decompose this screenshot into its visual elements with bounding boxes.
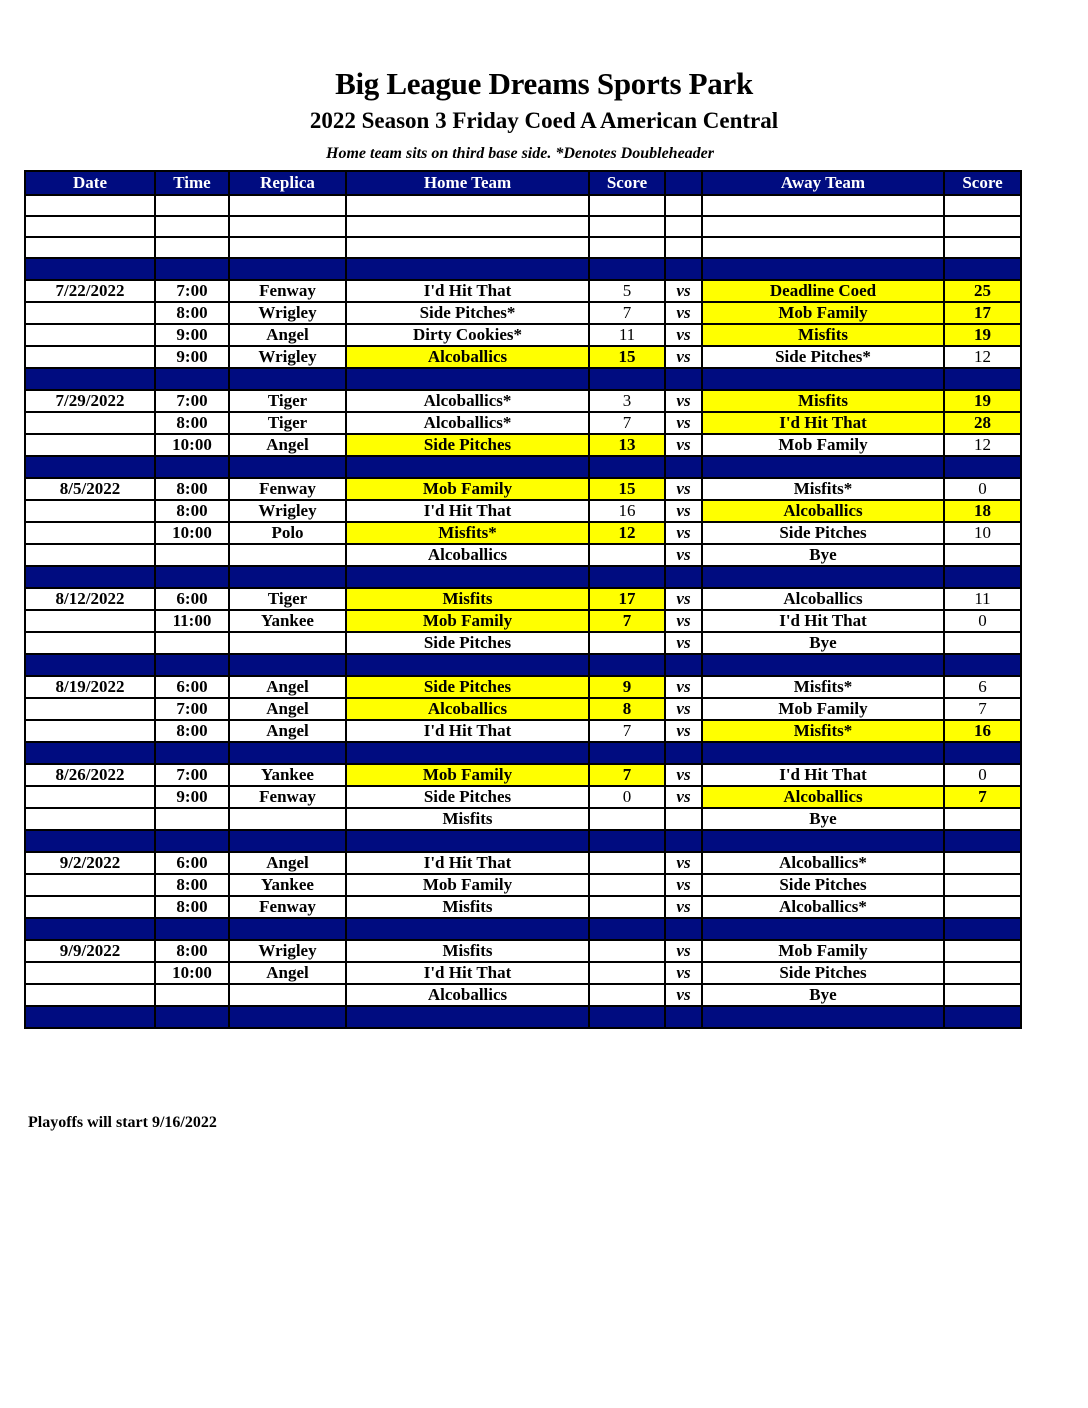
game-row — [25, 302, 1021, 324]
replica-cell: Yankee — [229, 610, 346, 632]
away-score-cell — [944, 962, 1021, 984]
away-score-cell: 12 — [944, 346, 1021, 368]
schedule-body — [25, 195, 1021, 1028]
time-cell: 9:00 — [155, 346, 229, 368]
time-cell: 6:00 — [155, 588, 229, 610]
away-team-cell: Misfits — [702, 324, 944, 346]
away-score-cell: 11 — [944, 588, 1021, 610]
time-cell: 8:00 — [155, 896, 229, 918]
replica-cell: Fenway — [229, 786, 346, 808]
time-cell — [155, 808, 229, 830]
home-score-cell — [589, 632, 665, 654]
away-team-cell: Bye — [702, 808, 944, 830]
home-score-cell: 9 — [589, 676, 665, 698]
week-separator — [25, 742, 1021, 764]
game-row — [25, 676, 1021, 698]
away-score-cell: 6 — [944, 676, 1021, 698]
vs-cell: vs — [665, 610, 702, 632]
home-team-cell: Alcoballics — [346, 544, 589, 566]
date-cell — [25, 434, 155, 456]
home-team-cell: Alcoballics — [346, 984, 589, 1006]
away-team-cell: Side Pitches — [702, 522, 944, 544]
date-cell: 7/29/2022 — [25, 390, 155, 412]
home-score-cell — [589, 896, 665, 918]
col-away-team-header: Away Team — [702, 171, 944, 195]
home-team-cell: I'd Hit That — [346, 280, 589, 302]
time-cell: 8:00 — [155, 940, 229, 962]
home-score-cell — [589, 940, 665, 962]
vs-cell: vs — [665, 544, 702, 566]
vs-cell: vs — [665, 412, 702, 434]
game-row — [25, 346, 1021, 368]
vs-cell: vs — [665, 962, 702, 984]
home-team-cell: Misfits — [346, 940, 589, 962]
col-date-header: Date — [25, 171, 155, 195]
game-row — [25, 852, 1021, 874]
game-row — [25, 588, 1021, 610]
away-score-cell: 7 — [944, 698, 1021, 720]
home-score-cell — [589, 962, 665, 984]
date-cell: 7/22/2022 — [25, 280, 155, 302]
home-score-cell: 0 — [589, 786, 665, 808]
away-team-cell: Misfits* — [702, 478, 944, 500]
playoffs-note: Playoffs will start 9/16/2022 — [28, 1114, 217, 1131]
away-score-cell — [944, 544, 1021, 566]
week-separator — [25, 654, 1021, 676]
date-cell — [25, 522, 155, 544]
home-team-cell: Side Pitches — [346, 632, 589, 654]
replica-cell: Angel — [229, 698, 346, 720]
home-team-cell: Misfits — [346, 588, 589, 610]
week-separator — [25, 566, 1021, 588]
vs-cell: vs — [665, 984, 702, 1006]
date-cell: 8/5/2022 — [25, 478, 155, 500]
away-team-cell: Misfits* — [702, 720, 944, 742]
game-row — [25, 280, 1021, 302]
date-cell: 8/26/2022 — [25, 764, 155, 786]
time-cell: 7:00 — [155, 280, 229, 302]
replica-cell: Wrigley — [229, 500, 346, 522]
away-score-cell: 28 — [944, 412, 1021, 434]
time-cell: 6:00 — [155, 852, 229, 874]
col-home-score-header: Score — [589, 171, 665, 195]
vs-cell: vs — [665, 786, 702, 808]
home-team-cell: I'd Hit That — [346, 962, 589, 984]
vs-cell: vs — [665, 874, 702, 896]
away-team-cell: I'd Hit That — [702, 610, 944, 632]
home-score-cell — [589, 852, 665, 874]
game-row — [25, 390, 1021, 412]
date-cell — [25, 632, 155, 654]
home-score-cell: 7 — [589, 720, 665, 742]
vs-cell: vs — [665, 346, 702, 368]
away-team-cell: Mob Family — [702, 434, 944, 456]
vs-cell: vs — [665, 478, 702, 500]
date-cell: 9/9/2022 — [25, 940, 155, 962]
home-team-cell: Side Pitches — [346, 786, 589, 808]
vs-cell: vs — [665, 280, 702, 302]
col-time-header: Time — [155, 171, 229, 195]
date-cell — [25, 346, 155, 368]
vs-cell: vs — [665, 500, 702, 522]
replica-cell: Wrigley — [229, 346, 346, 368]
replica-cell: Fenway — [229, 896, 346, 918]
away-score-cell: 0 — [944, 478, 1021, 500]
week-separator — [25, 258, 1021, 280]
vs-cell: vs — [665, 896, 702, 918]
away-team-cell: I'd Hit That — [702, 764, 944, 786]
away-team-cell: Mob Family — [702, 302, 944, 324]
time-cell: 8:00 — [155, 874, 229, 896]
time-cell: 9:00 — [155, 786, 229, 808]
home-score-cell — [589, 874, 665, 896]
home-team-cell: Side Pitches* — [346, 302, 589, 324]
replica-cell: Yankee — [229, 874, 346, 896]
away-score-cell: 17 — [944, 302, 1021, 324]
time-cell: 11:00 — [155, 610, 229, 632]
home-team-cell: Misfits* — [346, 522, 589, 544]
date-cell: 8/12/2022 — [25, 588, 155, 610]
time-cell: 8:00 — [155, 720, 229, 742]
game-row — [25, 984, 1021, 1006]
replica-cell: Angel — [229, 324, 346, 346]
week-separator — [25, 1006, 1021, 1028]
away-score-cell — [944, 940, 1021, 962]
vs-cell: vs — [665, 764, 702, 786]
home-score-cell: 3 — [589, 390, 665, 412]
home-team-cell: Side Pitches — [346, 676, 589, 698]
game-row — [25, 764, 1021, 786]
time-cell: 7:00 — [155, 764, 229, 786]
replica-cell: Fenway — [229, 280, 346, 302]
replica-cell: Fenway — [229, 478, 346, 500]
home-score-cell: 7 — [589, 412, 665, 434]
away-team-cell: Alcoballics* — [702, 896, 944, 918]
replica-cell: Yankee — [229, 764, 346, 786]
home-score-cell: 17 — [589, 588, 665, 610]
away-score-cell: 12 — [944, 434, 1021, 456]
date-cell — [25, 874, 155, 896]
game-row — [25, 698, 1021, 720]
home-score-cell: 15 — [589, 478, 665, 500]
game-row — [25, 434, 1021, 456]
game-row — [25, 610, 1021, 632]
week-separator — [25, 830, 1021, 852]
vs-cell: vs — [665, 720, 702, 742]
table-header-row — [25, 171, 1021, 195]
home-score-cell: 16 — [589, 500, 665, 522]
week-separator — [25, 456, 1021, 478]
home-team-cell: Misfits — [346, 808, 589, 830]
game-row — [25, 962, 1021, 984]
home-team-cell: Mob Family — [346, 874, 589, 896]
away-score-cell: 10 — [944, 522, 1021, 544]
time-cell: 10:00 — [155, 522, 229, 544]
date-cell — [25, 500, 155, 522]
date-cell — [25, 984, 155, 1006]
date-cell — [25, 786, 155, 808]
replica-cell — [229, 808, 346, 830]
away-score-cell — [944, 874, 1021, 896]
home-team-cell: I'd Hit That — [346, 852, 589, 874]
time-cell — [155, 632, 229, 654]
game-row — [25, 412, 1021, 434]
home-score-cell — [589, 808, 665, 830]
time-cell: 7:00 — [155, 698, 229, 720]
game-row — [25, 324, 1021, 346]
home-score-cell: 7 — [589, 764, 665, 786]
away-score-cell: 19 — [944, 324, 1021, 346]
date-cell — [25, 412, 155, 434]
away-team-cell: Alcoballics — [702, 500, 944, 522]
empty-row — [25, 216, 1021, 237]
time-cell: 8:00 — [155, 412, 229, 434]
time-cell — [155, 544, 229, 566]
away-team-cell: Misfits — [702, 390, 944, 412]
away-score-cell — [944, 896, 1021, 918]
away-team-cell: Bye — [702, 544, 944, 566]
game-row — [25, 500, 1021, 522]
away-team-cell: I'd Hit That — [702, 412, 944, 434]
vs-cell: vs — [665, 588, 702, 610]
replica-cell: Wrigley — [229, 302, 346, 324]
date-cell — [25, 302, 155, 324]
time-cell: 8:00 — [155, 500, 229, 522]
home-score-cell: 13 — [589, 434, 665, 456]
replica-cell: Tiger — [229, 390, 346, 412]
away-score-cell — [944, 808, 1021, 830]
vs-cell: vs — [665, 522, 702, 544]
date-cell — [25, 720, 155, 742]
home-team-cell: Mob Family — [346, 478, 589, 500]
col-home-team-header: Home Team — [346, 171, 589, 195]
home-score-cell — [589, 984, 665, 1006]
home-score-cell: 8 — [589, 698, 665, 720]
home-team-cell: Mob Family — [346, 610, 589, 632]
date-cell — [25, 544, 155, 566]
home-team-cell: Alcoballics* — [346, 390, 589, 412]
date-cell — [25, 962, 155, 984]
away-score-cell: 0 — [944, 610, 1021, 632]
time-cell: 10:00 — [155, 434, 229, 456]
home-team-cell: Dirty Cookies* — [346, 324, 589, 346]
replica-cell — [229, 544, 346, 566]
empty-row — [25, 237, 1021, 258]
week-separator — [25, 368, 1021, 390]
date-cell — [25, 808, 155, 830]
vs-cell: vs — [665, 676, 702, 698]
home-team-cell: Misfits — [346, 896, 589, 918]
date-cell: 9/2/2022 — [25, 852, 155, 874]
col-vs-header — [665, 171, 702, 195]
time-cell: 8:00 — [155, 478, 229, 500]
home-team-cell: I'd Hit That — [346, 720, 589, 742]
away-team-cell: Bye — [702, 984, 944, 1006]
replica-cell: Angel — [229, 962, 346, 984]
game-row — [25, 720, 1021, 742]
game-row — [25, 478, 1021, 500]
home-score-cell: 15 — [589, 346, 665, 368]
date-cell — [25, 698, 155, 720]
away-score-cell — [944, 852, 1021, 874]
vs-cell: vs — [665, 852, 702, 874]
date-cell: 8/19/2022 — [25, 676, 155, 698]
home-score-cell: 7 — [589, 302, 665, 324]
date-cell — [25, 610, 155, 632]
vs-cell: vs — [665, 632, 702, 654]
away-score-cell: 16 — [944, 720, 1021, 742]
home-team-cell: Alcoballics — [346, 698, 589, 720]
replica-cell: Wrigley — [229, 940, 346, 962]
replica-cell — [229, 984, 346, 1006]
vs-cell: vs — [665, 940, 702, 962]
week-separator — [25, 918, 1021, 940]
col-replica-header: Replica — [229, 171, 346, 195]
time-cell: 9:00 — [155, 324, 229, 346]
away-team-cell: Misfits* — [702, 676, 944, 698]
replica-cell: Angel — [229, 676, 346, 698]
away-score-cell: 18 — [944, 500, 1021, 522]
col-away-score-header: Score — [944, 171, 1021, 195]
away-team-cell: Side Pitches — [702, 962, 944, 984]
replica-cell — [229, 632, 346, 654]
game-row — [25, 544, 1021, 566]
replica-cell: Angel — [229, 434, 346, 456]
away-team-cell: Side Pitches* — [702, 346, 944, 368]
replica-cell: Polo — [229, 522, 346, 544]
date-cell — [25, 324, 155, 346]
time-cell: 10:00 — [155, 962, 229, 984]
vs-cell: vs — [665, 302, 702, 324]
away-team-cell: Alcoballics* — [702, 852, 944, 874]
away-score-cell: 25 — [944, 280, 1021, 302]
replica-cell: Angel — [229, 852, 346, 874]
game-row — [25, 632, 1021, 654]
game-row — [25, 522, 1021, 544]
away-team-cell: Mob Family — [702, 940, 944, 962]
replica-cell: Angel — [229, 720, 346, 742]
time-cell: 6:00 — [155, 676, 229, 698]
home-team-cell: Alcoballics* — [346, 412, 589, 434]
time-cell: 8:00 — [155, 302, 229, 324]
replica-cell: Tiger — [229, 588, 346, 610]
vs-cell: vs — [665, 390, 702, 412]
game-row — [25, 874, 1021, 896]
home-team-cell: Alcoballics — [346, 346, 589, 368]
date-cell — [25, 896, 155, 918]
away-score-cell — [944, 984, 1021, 1006]
page-subtitle: 2022 Season 3 Friday Coed A American Central — [309, 108, 779, 133]
vs-cell: vs — [665, 698, 702, 720]
time-cell: 7:00 — [155, 390, 229, 412]
home-score-cell: 11 — [589, 324, 665, 346]
away-score-cell: 0 — [944, 764, 1021, 786]
page-title: Big League Dreams Sports Park — [335, 66, 753, 101]
away-team-cell: Bye — [702, 632, 944, 654]
home-team-cell: I'd Hit That — [346, 500, 589, 522]
home-score-cell: 5 — [589, 280, 665, 302]
schedule-table — [24, 170, 1022, 1029]
away-score-cell: 7 — [944, 786, 1021, 808]
header-note: Home team sits on third base side. *Denotes Doubleheader — [326, 145, 714, 162]
time-cell — [155, 984, 229, 1006]
home-score-cell — [589, 544, 665, 566]
home-team-cell: Mob Family — [346, 764, 589, 786]
vs-cell: vs — [665, 434, 702, 456]
replica-cell: Tiger — [229, 412, 346, 434]
away-score-cell: 19 — [944, 390, 1021, 412]
game-row — [25, 808, 1021, 830]
away-team-cell: Deadline Coed — [702, 280, 944, 302]
home-score-cell: 7 — [589, 610, 665, 632]
home-score-cell: 12 — [589, 522, 665, 544]
away-team-cell: Side Pitches — [702, 874, 944, 896]
away-score-cell — [944, 632, 1021, 654]
vs-cell — [665, 808, 702, 830]
empty-row — [25, 195, 1021, 216]
away-team-cell: Alcoballics — [702, 786, 944, 808]
away-team-cell: Alcoballics — [702, 588, 944, 610]
game-row — [25, 896, 1021, 918]
home-team-cell: Side Pitches — [346, 434, 589, 456]
game-row — [25, 940, 1021, 962]
game-row — [25, 786, 1021, 808]
vs-cell: vs — [665, 324, 702, 346]
away-team-cell: Mob Family — [702, 698, 944, 720]
